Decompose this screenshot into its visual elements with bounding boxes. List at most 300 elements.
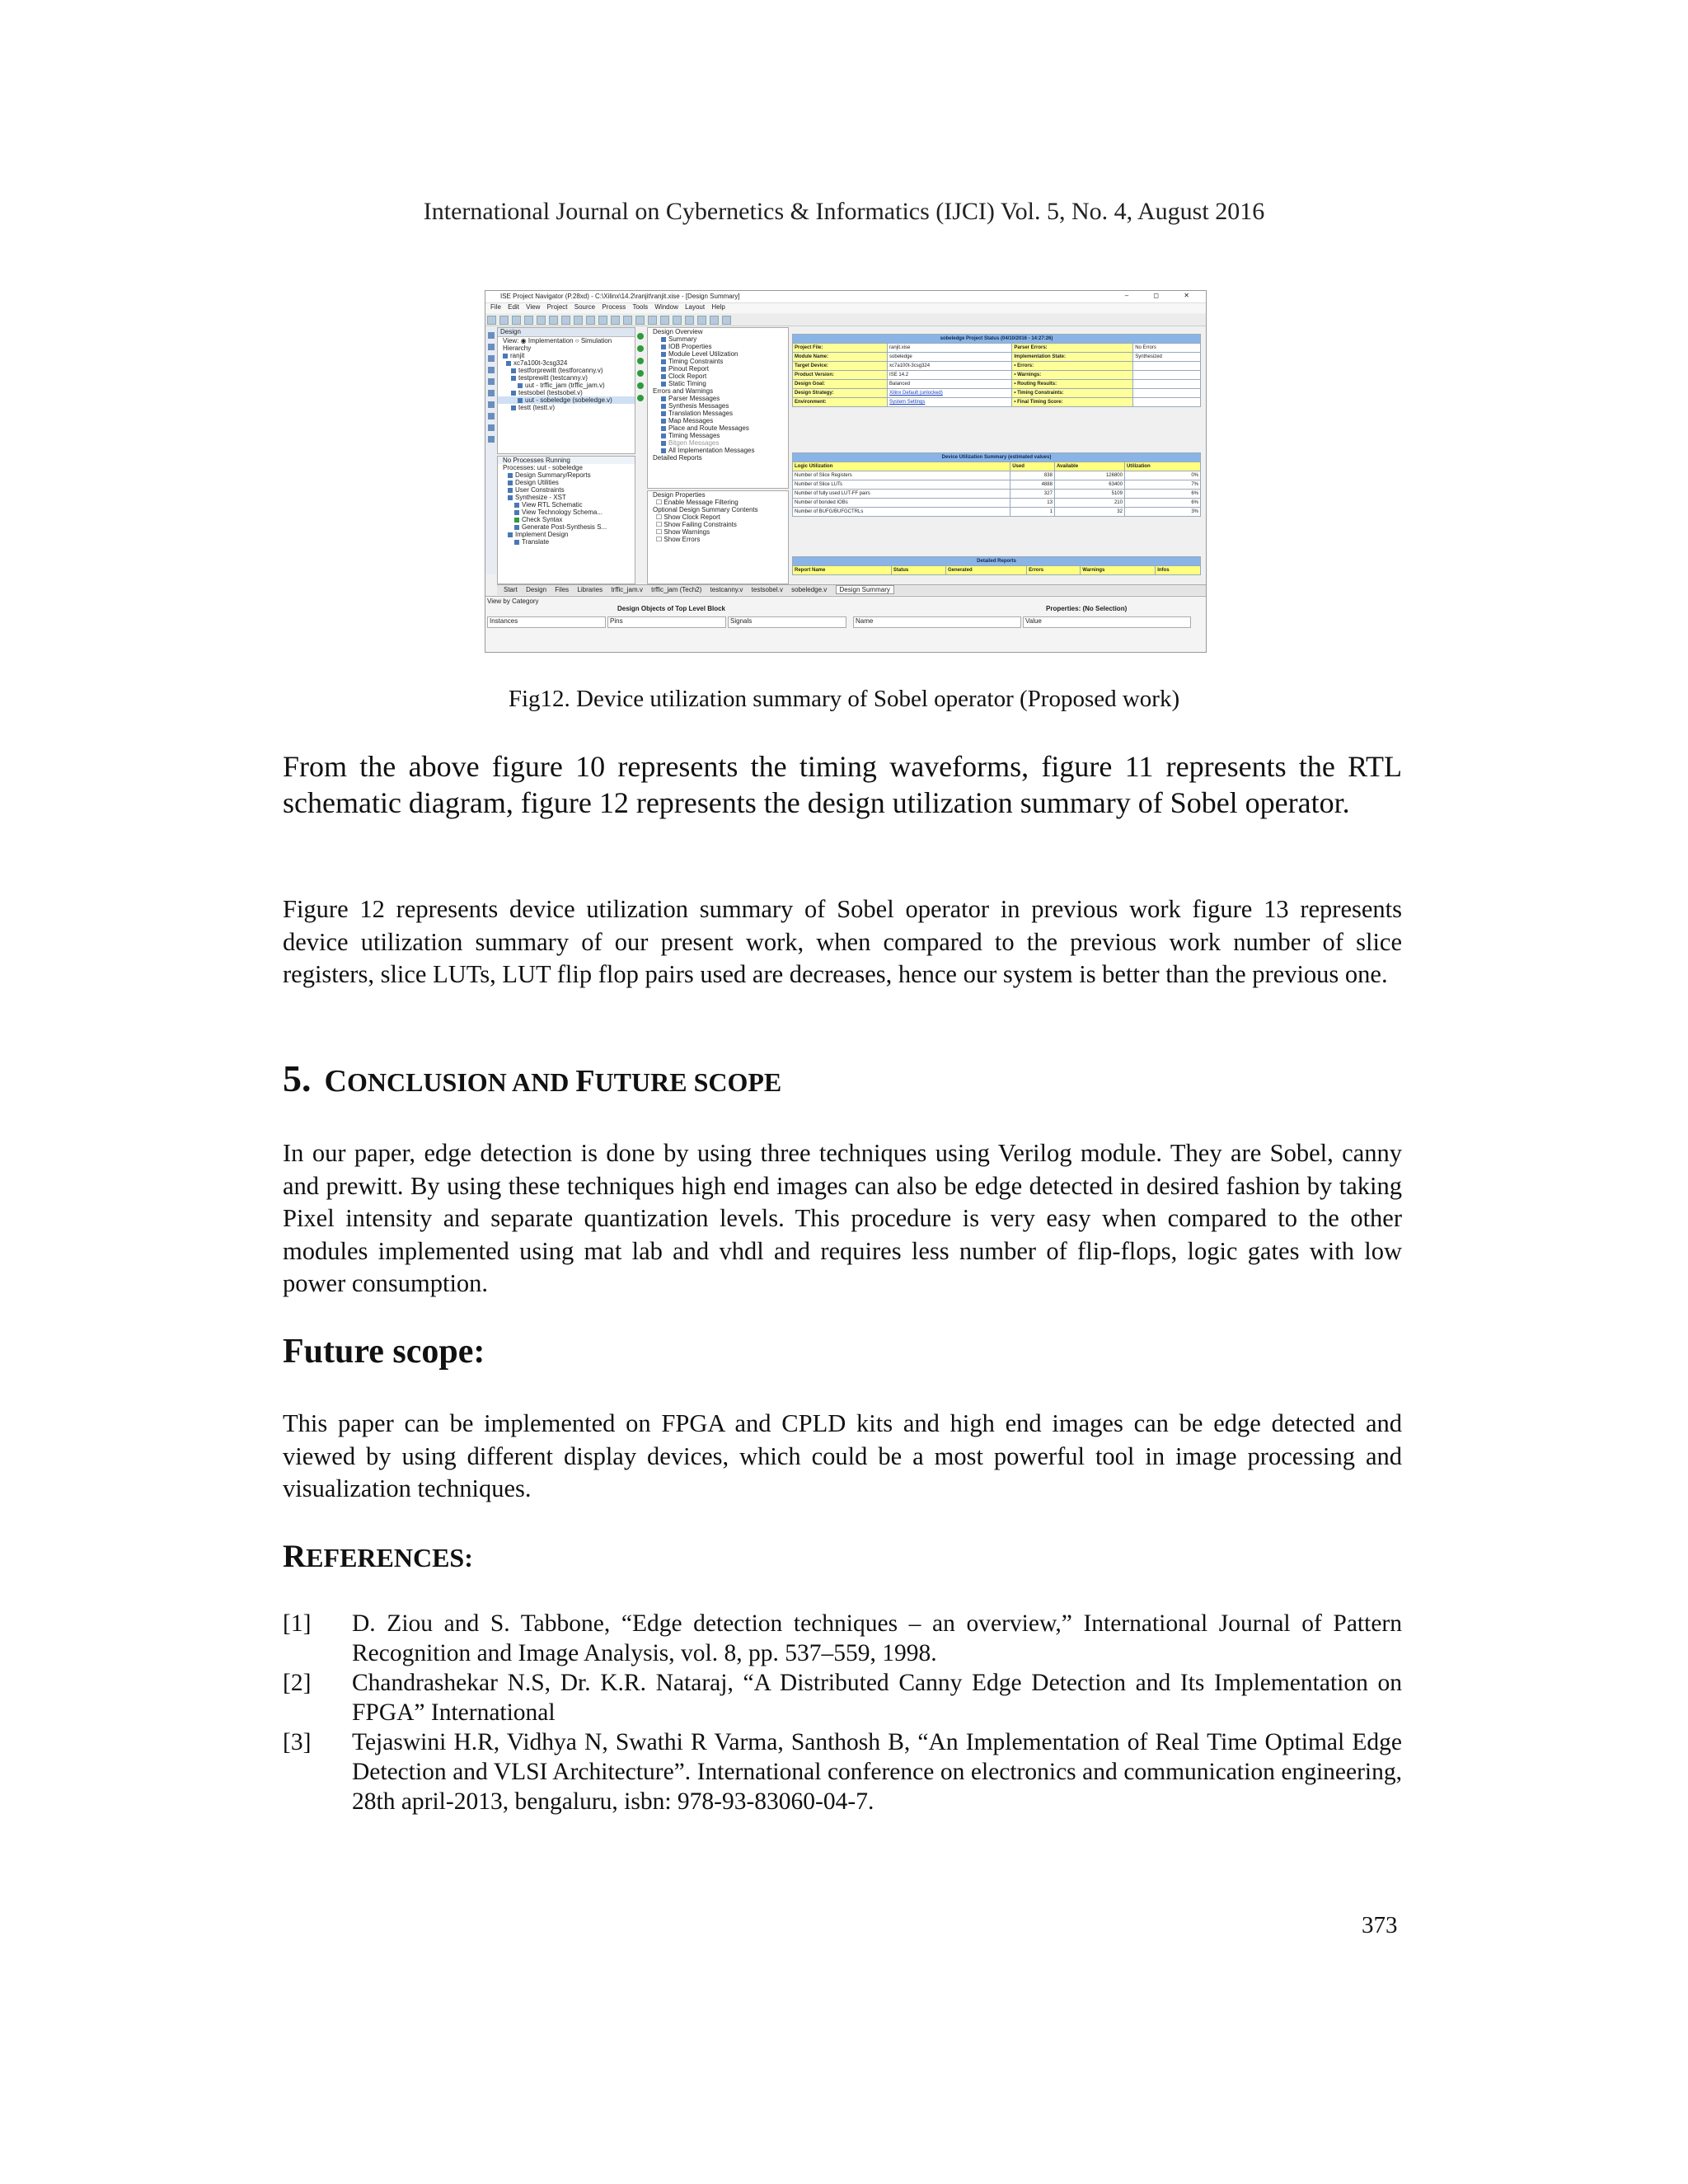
toolbar-icon (524, 316, 533, 325)
table-cell: • Timing Constraints: (1012, 389, 1133, 398)
process-item (498, 486, 635, 494)
overview-item: Design Overview (653, 328, 703, 335)
status-icon (637, 345, 644, 352)
overview-item-label: Timing Constraints (668, 358, 724, 365)
table-row (793, 353, 1201, 362)
table-cell: Balanced (888, 380, 1012, 389)
table-row (793, 490, 1201, 499)
design-overview-pane (647, 327, 789, 489)
toolbar-icon (623, 316, 632, 325)
name-column[interactable]: Name (853, 616, 1021, 628)
paragraph-future-scope: This paper can be implemented on FPGA and CPLD kits and high end images can be edge detected and viewed by using different display devices, which could be a most powerful tool in image processing and visualization techniques. (283, 1409, 1402, 1502)
utilization-caption: Device Utilization Summary (estimated values) (793, 453, 1201, 462)
table-cell: • Routing Results: (1012, 380, 1133, 389)
tree-item (498, 367, 635, 374)
toolbar-icon (673, 316, 682, 325)
processes-label: Processes: uut - sobeledge (503, 464, 583, 471)
toolbar-icon (611, 316, 620, 325)
overview-item: Errors and Warnings (653, 387, 714, 395)
design-pane (497, 327, 635, 454)
process-item-label: Design Summary/Reports (515, 471, 591, 479)
pins-column[interactable]: Pins (607, 616, 726, 628)
column-header: Report Name (793, 566, 892, 575)
reference-text: Tejaswini H.R, Vidhya N, Swathi R Varma, Santhosh B, “An Implementation of Real Time Optimal Edge Detection and VLSI Architecture”. International conference on electronics and communication engineering, 28th april-2013, bengaluru, isbn: 978-93-83060-04-7. (352, 1729, 1402, 1815)
table-cell: Number of BUFG/BUFGCTRLs (793, 508, 1010, 517)
status-icon (637, 370, 644, 377)
tab-design[interactable]: Design (526, 586, 547, 593)
overview-item: Detailed Reports (653, 454, 702, 462)
column-header: Generated (945, 566, 1026, 575)
reference-number: [1] (283, 1610, 312, 1637)
report-icon (661, 404, 666, 409)
process-item (498, 494, 635, 501)
toolbar-icon (487, 316, 496, 325)
overview-item-label: Bitgen Messages (668, 439, 720, 447)
strip-icon (488, 436, 495, 443)
column-header: Warnings (1081, 566, 1156, 575)
editor-tabbar (497, 584, 1206, 595)
chip-icon (506, 361, 511, 366)
table-row (793, 499, 1201, 508)
green-icon-column (635, 327, 645, 451)
paragraph-conclusion: In our paper, edge detection is done by using three techniques using Verilog module. They are Sobel, canny and prewitt. By using these techniques high end images can also be edge detected in desired fashion by taking Pixel intensity and separate quantization levels. This procedure is very easy when compared to the other modules implemented using mat lab and vhdl and requires less number of flip-flops, logic gates with low power consumption. (283, 1139, 1402, 1297)
overview-item (648, 358, 788, 365)
tree-item-label: testprewitt (testcanny.v) (518, 374, 588, 382)
process-item-label: Generate Post-Synthesis S... (522, 523, 607, 531)
process-item-label: Design Utilities (515, 479, 559, 486)
report-icon (661, 344, 666, 349)
table-cell (1133, 380, 1201, 389)
window-controls: – ◻ ✕ (1124, 292, 1201, 299)
tab-trffic-jam-tech[interactable]: trffic_jam (Tech2) (651, 586, 702, 593)
column-header: Errors (1027, 566, 1081, 575)
reference-item (283, 1609, 1402, 1668)
figure-caption: Fig12. Device utilization summary of Sobel operator (Proposed work) (508, 686, 1180, 712)
status-icon (637, 358, 644, 364)
overview-item (648, 343, 788, 350)
table-row (793, 380, 1201, 389)
tree-item (498, 389, 635, 396)
processes-pane (497, 456, 635, 584)
detailed-reports-table (792, 556, 1201, 575)
property-checkbox: ☐ Enable Message Filtering (656, 499, 738, 506)
toolbar-icon (648, 316, 657, 325)
table-cell: Number of bonded IOBs (793, 499, 1010, 508)
strip-icon (488, 332, 495, 339)
overview-item (648, 373, 788, 380)
heading-part: F (575, 1064, 595, 1099)
process-item-label: User Constraints (515, 486, 565, 494)
table-cell (1133, 389, 1201, 398)
table-cell: Product Version: (793, 371, 888, 380)
report-icon (661, 367, 666, 372)
paragraph-figures: From the above figure 10 represents the timing waveforms, figure 11 represents the RTL schematic diagram, figure 12 represents the design utilization summary of Sobel operator. (283, 750, 1402, 819)
table-row (793, 508, 1201, 517)
tree-item-label: testsobel (testsobel.v) (518, 389, 583, 396)
overview-item (648, 335, 788, 343)
toolbar-icon (549, 316, 558, 325)
process-icon (514, 540, 519, 545)
report-icon (661, 426, 666, 431)
detailed-reports-caption: Detailed Reports (793, 557, 1201, 566)
process-item (498, 538, 635, 546)
overview-item (648, 432, 788, 439)
project-status-table (792, 334, 1201, 407)
tree-item-label: xc7a100t-3csg324 (513, 359, 568, 367)
reference-item (283, 1668, 1402, 1727)
process-item-label: View RTL Schematic (522, 501, 583, 509)
strip-icon (488, 378, 495, 385)
table-cell: 210 (1054, 499, 1124, 508)
property-label: Enable Message Filtering (663, 499, 738, 506)
menu-view: View (526, 303, 541, 311)
process-icon (514, 510, 519, 515)
report-icon (661, 448, 666, 453)
table-cell: • Final Timing Score: (1012, 398, 1133, 407)
menu-edit: Edit (508, 303, 519, 311)
overview-item (648, 380, 788, 387)
table-cell: • Errors: (1012, 362, 1133, 371)
property-checkbox: ☐ Show Clock Report (656, 513, 720, 521)
property-checkbox: ☐ Show Failing Constraints (656, 521, 737, 528)
tab-libraries[interactable]: Libraries (577, 586, 603, 593)
heading-part: ONCLUSION AND (346, 1067, 576, 1097)
tree-item-label: testforprewitt (testforcanny.v) (518, 367, 603, 374)
value-column[interactable]: Value (1023, 616, 1191, 628)
toolbar-icon (499, 316, 509, 325)
tree-item (498, 382, 635, 389)
tree-item-label: uut - trffic_jam (trffic_jam.v) (525, 382, 605, 389)
design-properties-pane (647, 490, 789, 584)
check-icon (514, 518, 519, 523)
tree-item (498, 396, 635, 404)
table-cell (1133, 371, 1201, 380)
simulation-radio: Simulation (580, 337, 612, 344)
table-row (793, 371, 1201, 380)
report-icon (661, 441, 666, 446)
toolbar-icon (660, 316, 669, 325)
ise-toolbar (485, 314, 1206, 326)
property-label: Show Failing Constraints (663, 521, 737, 528)
menu-layout: Layout (685, 303, 706, 311)
table-cell: Design Strategy: (793, 389, 888, 398)
file-icon (518, 383, 523, 388)
table-cell: Design Goal: (793, 380, 888, 389)
paragraph-comparison: Figure 12 represents device utilization summary of Sobel operator in previous work figure 13 represents device utilization summary of our present work, when compared to the previous work number of slice registers, slice LUTs, LUT flip flop pairs used are decreases, hence our system is better than the previous one. (283, 895, 1402, 988)
property-label: Show Errors (663, 536, 701, 543)
process-status: No Processes Running (498, 457, 635, 464)
report-icon (661, 352, 666, 357)
property-checkbox: ☐ Show Errors (656, 536, 701, 543)
toolbar-icon (537, 316, 546, 325)
tab-testcanny-v[interactable]: testcanny.v (710, 586, 743, 593)
signals-column[interactable]: Signals (728, 616, 846, 628)
overview-item-label: Synthesis Messages (668, 402, 729, 410)
process-item (498, 471, 635, 479)
table-cell: 327 (1010, 490, 1055, 499)
process-item-label: Translate (522, 538, 550, 546)
table-cell: Module Name: (793, 353, 888, 362)
strip-icon (488, 390, 495, 396)
table-cell: 1 (1010, 508, 1055, 517)
table-cell (1133, 398, 1201, 407)
device-utilization-table (792, 452, 1201, 517)
table-cell: Environment: (793, 398, 888, 407)
page-number: 373 (1362, 1912, 1398, 1938)
process-item (498, 523, 635, 531)
overview-item-label: Pinout Report (668, 365, 709, 373)
table-cell: 0% (1124, 471, 1200, 480)
tab-sobeledge-v[interactable]: sobeledge.v (791, 586, 828, 593)
tree-item (498, 359, 635, 367)
status-icon (637, 395, 644, 401)
file-icon (511, 391, 516, 396)
table-row (793, 480, 1201, 490)
strategy-link[interactable]: Xilinx Default (unlocked) (888, 389, 1012, 398)
table-cell: Target Device: (793, 362, 888, 371)
overview-item-label: Place and Route Messages (668, 424, 749, 432)
utilization-header-row (793, 462, 1201, 471)
reference-item (283, 1727, 1402, 1816)
process-icon (508, 488, 513, 493)
tree-item (498, 404, 635, 411)
report-icon (661, 359, 666, 364)
process-item-label: Check Syntax (522, 516, 563, 523)
column-header: Used (1010, 462, 1055, 471)
property-label: Show Clock Report (663, 513, 720, 521)
table-cell: Implementation State: (1012, 353, 1133, 362)
tree-item (498, 352, 635, 359)
table-cell: 6% (1124, 490, 1200, 499)
references-heading (283, 1538, 473, 1575)
menu-process: Process (602, 303, 626, 311)
column-header: Infos (1156, 566, 1201, 575)
table-cell: 32 (1054, 508, 1124, 517)
process-item (498, 509, 635, 516)
tab-files[interactable]: Files (555, 586, 570, 593)
report-icon (661, 382, 666, 387)
process-icon (508, 495, 513, 500)
overview-item-label: All Implementation Messages (668, 447, 755, 454)
implementation-radio: Implementation (528, 337, 574, 344)
table-cell: Number of Slice LUTs (793, 480, 1010, 490)
detailed-reports-caption-row (793, 557, 1201, 566)
overview-item (648, 365, 788, 373)
table-cell: 13 (1010, 499, 1055, 508)
property-group: Optional Design Summary Contents (653, 506, 758, 513)
table-cell: ISE 14.2 (888, 371, 1012, 380)
property-checkbox: ☐ Show Warnings (656, 528, 710, 536)
toolbar-icon (685, 316, 694, 325)
table-cell: 4888 (1010, 480, 1055, 490)
tab-trffic-jam-v[interactable]: trffic_jam.v (611, 586, 643, 593)
overview-item (648, 424, 788, 432)
menu-project: Project (546, 303, 568, 311)
table-cell: Project File: (793, 344, 888, 353)
project-icon (503, 354, 508, 359)
tab-start[interactable]: Start (504, 586, 518, 593)
table-cell: 5109 (1054, 490, 1124, 499)
table-cell: sobeledge (888, 353, 1012, 362)
tree-item (498, 374, 635, 382)
overview-item-label: Module Level Utilization (668, 350, 738, 358)
strip-icon (488, 413, 495, 419)
table-cell: 3% (1124, 508, 1200, 517)
process-item (498, 501, 635, 509)
file-icon (511, 405, 516, 410)
column-header: Logic Utilization (793, 462, 1010, 471)
table-cell: 838 (1010, 471, 1055, 480)
reference-number: [2] (283, 1670, 312, 1696)
file-icon (511, 368, 516, 373)
project-status-caption: sobeledge Project Status (04/10/2016 - 14:27:26) (793, 335, 1201, 344)
tab-testsobel-v[interactable]: testsobel.v (751, 586, 783, 593)
toolbar-icon (598, 316, 607, 325)
tree-item-label: testt (testt.v) (518, 404, 556, 411)
process-item (498, 516, 635, 523)
table-cell: ranjit.xise (888, 344, 1012, 353)
process-item-label: Synthesize - XST (515, 494, 566, 501)
report-icon (661, 411, 666, 416)
heading-part: EFERENCES: (306, 1543, 473, 1572)
toolbar-icon (561, 316, 570, 325)
reference-number: [3] (283, 1729, 312, 1755)
utilization-caption-row (793, 453, 1201, 462)
toolbar-icon (710, 316, 719, 325)
table-cell: Number of Slice Registers (793, 471, 1010, 480)
process-icon (508, 532, 513, 537)
running-header: International Journal on Cybernetics & Informatics (IJCI) Vol. 5, No. 4, August 2016 (423, 198, 1265, 225)
table-cell: No Errors (1133, 344, 1201, 353)
menu-help: Help (711, 303, 725, 311)
toolbar-icon (722, 316, 731, 325)
table-cell: Synthesized (1133, 353, 1201, 362)
report-icon (661, 396, 666, 401)
properties-title: Design Properties (653, 491, 706, 499)
menu-window: Window (654, 303, 678, 311)
figure-ise-screenshot (485, 290, 1207, 653)
heading-part: C (324, 1064, 347, 1099)
process-icon (508, 473, 513, 478)
overview-item (648, 447, 788, 454)
process-item (498, 479, 635, 486)
status-icon (637, 333, 644, 340)
overview-item-label: Timing Messages (668, 432, 720, 439)
menu-source: Source (574, 303, 596, 311)
process-icon (508, 480, 513, 485)
report-icon (661, 374, 666, 379)
overview-item (648, 350, 788, 358)
process-item-label: View Technology Schema... (522, 509, 603, 516)
bottom-panel (485, 596, 1206, 653)
toolbar-icon (512, 316, 521, 325)
toolbar-icon (635, 316, 645, 325)
report-icon (661, 337, 666, 342)
property-label: Show Warnings (663, 528, 710, 536)
section-heading-conclusion (283, 1057, 781, 1100)
table-row (793, 398, 1201, 407)
column-header: Utilization (1124, 462, 1200, 471)
detailed-reports-header-row (793, 566, 1201, 575)
tree-item-label: ranjit (510, 352, 525, 359)
heading-part: R (283, 1539, 307, 1574)
column-header: Available (1054, 462, 1124, 471)
heading-part: UTURE SCOPE (594, 1067, 782, 1097)
overview-item (648, 439, 788, 447)
strip-icon (488, 401, 495, 408)
overview-item (648, 402, 788, 410)
toolbar-icon (697, 316, 706, 325)
table-cell: Parser Errors: (1012, 344, 1133, 353)
overview-item-label: Map Messages (668, 417, 714, 424)
ise-window-title: ISE Project Navigator (P.28xd) - C:\Xilinx\14.2\ranjit\ranjit.xise - [Design Summary] (500, 293, 740, 300)
environment-link[interactable]: System Settings (888, 398, 1012, 407)
overview-item-label: Summary (668, 335, 697, 343)
table-cell (1133, 362, 1201, 371)
view-selector: View: ◉ Implementation ○ Simulation (503, 337, 612, 344)
table-cell: • Warnings: (1012, 371, 1133, 380)
strip-icon (488, 344, 495, 350)
table-row (793, 471, 1201, 480)
column-header: Status (891, 566, 945, 575)
overview-item (648, 395, 788, 402)
tree-item-label: uut - sobeledge (sobeledge.v) (525, 396, 612, 404)
status-icon (637, 382, 644, 389)
table-cell: 63400 (1054, 480, 1124, 490)
reference-text: D. Ziou and S. Tabbone, “Edge detection techniques – an overview,” International Journal of Pattern Recognition and Image Analysis, vol. 8, pp. 537–559, 1998. (352, 1610, 1402, 1666)
table-cell: 7% (1124, 480, 1200, 490)
table-row (793, 389, 1201, 398)
process-item-label: Implement Design (515, 531, 569, 538)
tab-design-summary[interactable]: Design Summary (836, 585, 894, 594)
properties-title: Properties: (No Selection) (1046, 605, 1128, 612)
table-cell: Number of fully used LUT-FF pairs (793, 490, 1010, 499)
table-cell: 6% (1124, 499, 1200, 508)
future-scope-heading: Future scope: (283, 1333, 485, 1371)
menu-file: File (490, 303, 501, 311)
report-icon (661, 434, 666, 438)
instances-column[interactable]: Instances (487, 616, 606, 628)
table-cell: 126800 (1054, 471, 1124, 480)
project-status-caption-row (793, 335, 1201, 344)
strip-icon (488, 355, 495, 362)
menu-tools: Tools (632, 303, 649, 311)
left-icon-strip (485, 327, 497, 574)
strip-icon (488, 424, 495, 431)
toolbar-icon (586, 316, 595, 325)
strip-icon (488, 367, 495, 373)
file-icon (511, 376, 516, 381)
overview-item-label: IOB Properties (668, 343, 712, 350)
reference-list (283, 1609, 1402, 1816)
overview-item (648, 410, 788, 417)
view-label: View: (503, 337, 519, 344)
ise-menubar (485, 303, 1206, 313)
report-icon (661, 419, 666, 424)
overview-item-label: Static Timing (668, 380, 706, 387)
section-number: 5. (283, 1057, 312, 1099)
overview-item-label: Translation Messages (668, 410, 733, 417)
file-icon (518, 398, 523, 403)
process-item (498, 531, 635, 538)
table-row (793, 344, 1201, 353)
overview-item (648, 417, 788, 424)
overview-item-label: Parser Messages (668, 395, 720, 402)
table-cell: xc7a100t-3csg324 (888, 362, 1012, 371)
overview-item-label: Clock Report (668, 373, 707, 380)
view-by-category: View by Category (487, 598, 539, 605)
hierarchy-label: Hierarchy (503, 344, 532, 352)
